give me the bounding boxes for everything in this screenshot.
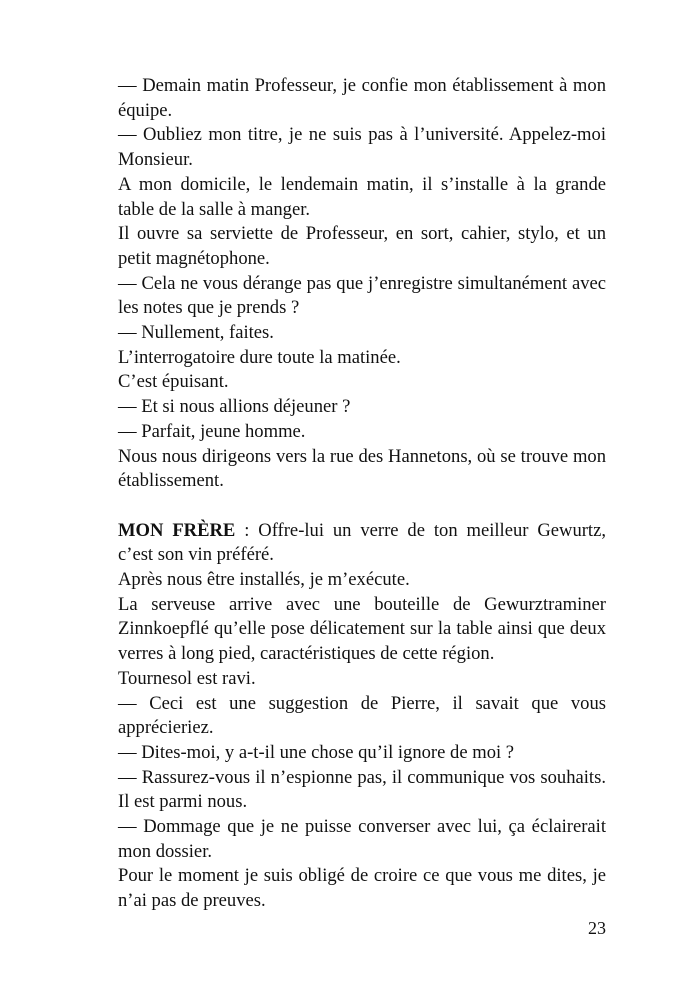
paragraph: — Dommage que je ne puisse converser avec lui, ça éclairerait mon dossier. <box>118 816 606 862</box>
page-body <box>118 74 606 914</box>
paragraph: — Rassurez-vous il n’espionne pas, il communique vos souhaits. Il est parmi nous. <box>118 766 606 813</box>
paragraph: — Ceci est une suggestion de Pierre, il savait que vous apprécieriez. <box>118 692 606 739</box>
paragraph: Tournesol est ravi. <box>118 667 256 689</box>
paragraph: Après nous être installés, je m’exécute. <box>118 569 410 591</box>
paragraph: — Cela ne vous dérange pas que j’enregistre simultanément avec les notes que je prends ? <box>118 272 606 319</box>
speaker-text: : Offre-lui un verre de ton meilleur Gewurtz, c’est son vin préféré. <box>118 519 606 566</box>
section-gap <box>118 494 606 519</box>
paragraph: — Et si nous allions déjeuner ? <box>118 396 351 418</box>
speaker-name: MON FRÈRE <box>118 519 236 541</box>
page-number: 23 <box>588 918 606 938</box>
paragraph: — Parfait, jeune homme. <box>118 420 306 442</box>
paragraph: — Dites-moi, y a-t-il une chose qu’il ignore de moi ? <box>118 741 515 763</box>
paragraph: Il ouvre sa serviette de Professeur, en sort, cahier, stylo, et un petit magnétophone. <box>118 223 606 269</box>
paragraph: A mon domicile, le lendemain matin, il s’installe à la grande table de la salle à manger. <box>118 173 606 220</box>
paragraph: La serveuse arrive avec une bouteille de Gewurztraminer Zinnkoepflé qu’elle pose délicatement sur la table ainsi que deux verres à long pied, caractéristiques de cette région. <box>118 593 606 665</box>
paragraph: — Oubliez mon titre, je ne suis pas à l’université. Appelez-moi Monsieur. <box>118 124 606 171</box>
speaker-paragraph <box>118 519 606 568</box>
paragraph: L’interrogatoire dure toute la matinée. <box>118 346 401 368</box>
paragraph: — Demain matin Professeur, je confie mon établissement à mon équipe. <box>118 75 606 121</box>
paragraph: Nous nous dirigeons vers la rue des Hannetons, où se trouve mon établissement. <box>118 445 606 492</box>
paragraph: — Nullement, faites. <box>118 322 274 344</box>
paragraph: Pour le moment je suis obligé de croire ce que vous me dites, je n’ai pas de preuves. <box>118 865 606 912</box>
paragraph: C’est épuisant. <box>118 371 229 393</box>
